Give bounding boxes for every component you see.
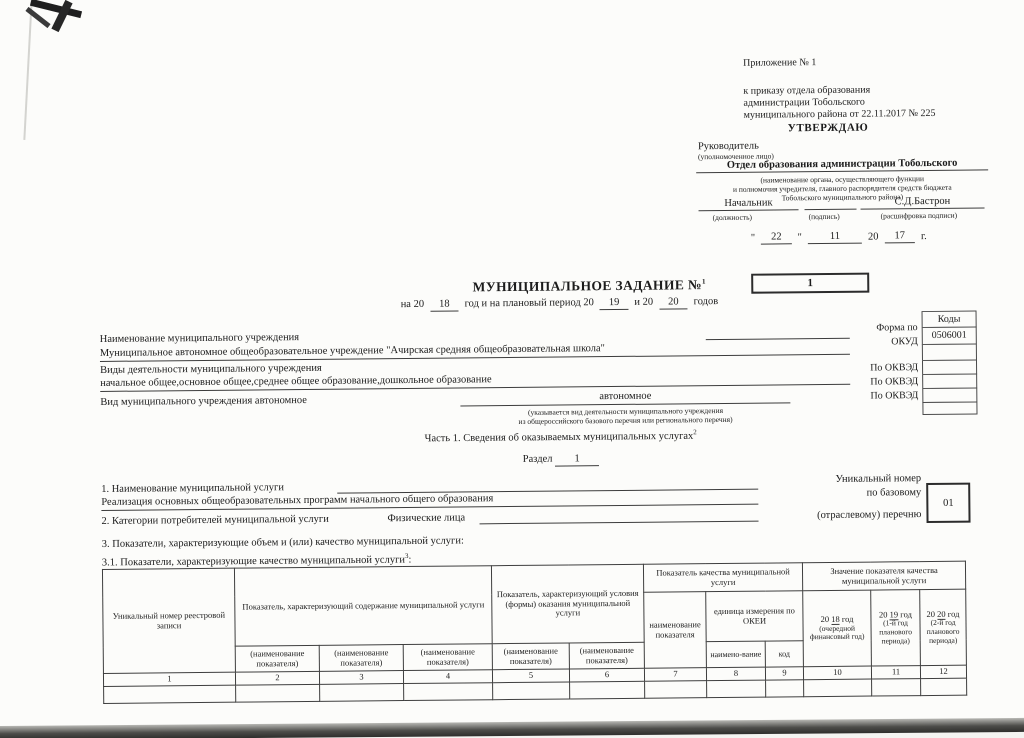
institution-type-note-line: из общероссийского базового перечня или регионального перечня) [518,414,733,426]
date-day: 22 [761,231,792,245]
column-number: 12 [920,665,966,678]
consumers-value: Физические лица [387,512,466,525]
order-reference-line: к приказу отдела образования [743,84,871,97]
content-indicator-header: Показатель, характеризующий содержание муниципальной услуги [234,566,492,646]
column-number: 2 [235,671,319,685]
data-cell [493,682,570,700]
consumers-label: 2. Категории потребителей муниципальной услуги [101,513,329,527]
column-number: 11 [871,666,920,679]
forma-po-label: Форма по [876,322,918,334]
indicator-name-header: наименование показателя [644,592,707,669]
data-cell [104,685,236,703]
okved-label-3: По ОКВЭД [870,390,919,402]
data-cell [766,680,804,697]
empty-code-cell-bottom [922,402,977,416]
activity-label: Виды деятельности муниципального учреждения [99,362,322,376]
part1-heading: Часть 1. Сведения об оказываемых муниципальных услугах$^2$ [424,428,697,445]
unique-number-label-2: по базовому [866,487,922,499]
order-reference-line: муниципального района от 22.11.2017 № 225 [743,107,936,121]
quality-indicators-label: 3.1. Показатели, характеризующие качество муниципальной услуги$^3$: [101,552,412,569]
quality-value-header: Значение показателя качества муниципальной услуги [802,561,965,591]
year2-header: 20 19 год (1-й год планового периода) [871,590,921,666]
data-cell [570,681,645,699]
data-cell [236,684,320,702]
date-year: 17 [884,230,915,244]
data-cell [707,680,766,698]
okud-label: ОКУД [891,336,918,348]
task-number-box: 1 [751,273,869,294]
signature-name: С.Д.Бастрон [860,195,984,209]
institution-type-value: автономное [460,389,790,406]
consumers-value-line [479,510,758,525]
approving-org-note-line: Тобольского муниципального района) [781,192,904,203]
date-quote: " [797,232,802,244]
data-cell [921,678,967,695]
signature-note: (подпись) [808,211,840,222]
order-reference-line: администрации Тобольского [743,96,865,109]
section-number: 1 [555,453,599,467]
activity-value: начальное общее,основное общее,среднее общее образование,дошкольное образование [100,371,850,392]
quality-indicator-header: Показатель качества муниципальной услуги [643,563,802,593]
okved-label-1: По ОКВЭД [870,362,919,374]
year1-header: 20 18 год (очередной финансовый год) [803,590,872,667]
data-cell [645,681,707,699]
quality-indicators-table [102,561,967,704]
column-number: 6 [569,668,644,682]
column-number: 3 [319,671,403,685]
position-value: Начальник [698,197,798,211]
name-note: (расшифровка подписи) [880,210,958,221]
column-number: 4 [403,670,492,684]
data-cell [404,683,493,701]
section-heading: Раздел 1 [201,450,921,470]
title-footnote: 1 [701,277,706,286]
unique-number-label-3: (отраслевому) перечню [816,509,922,522]
approving-org-name: Отдел образования администрации Тобольского [696,157,988,173]
data-cell [804,679,872,697]
content-name-note-3: (наименование показателя) [403,644,492,671]
service-name-value: Реализация основных общеобразовательных программ начального общего образования [101,491,758,511]
unit-name-header: наимено-вание [706,641,765,668]
institution-type-label: Вид муниципального учреждения автономное [100,394,307,408]
empty-code-cell [922,344,977,362]
date-year-prefix: 20 [867,231,879,243]
registry-number-header: Уникальный номер реестровой записи [102,568,235,673]
period-year-3: 20 [659,296,688,310]
content-name-note-1: (наименование показателя) [235,645,319,672]
unit-of-measure-header: единица измерения по ОКЕИ [706,591,803,642]
date-month: 11 [808,231,862,245]
date-suffix: г. [920,231,927,243]
signature-line [804,197,856,210]
data-cell [872,679,921,696]
approving-org-note-line: и полномочия учредителя, главного распорядителя средств бюджета [732,182,952,194]
approval-date [751,230,927,245]
head-label: Руководитель [697,140,759,153]
year3-note: (2-й год планового периода) [926,618,960,645]
service-name-label: 1. Наименование муниципальной услуги [101,482,285,495]
conditions-indicator-header: Показатель, характеризующий условия (формы) оказания муниципальной услуги [491,564,644,643]
order-reference [743,84,935,121]
conditions-name-note-1: (наименование показателя) [492,643,569,670]
column-number: 5 [492,669,569,683]
kody-header-cell: Коды [922,311,977,329]
org-name-label: Наименование муниципального учреждения [99,332,300,345]
head-note: (уполномоченное лицо) [697,151,774,162]
unique-number-label-1: Уникальный номер [835,473,922,485]
document-title: МУНИЦИПАЛЬНОЕ ЗАДАНИЕ №$^1$ [472,277,706,295]
org-name-label-line [706,327,850,340]
year3-header: 20 20 год (2-й год планового периода) [920,589,967,665]
column-number: 9 [765,667,803,680]
institution-type-note-line: (указывается вид деятельности муниципального учреждения [527,405,724,417]
unique-number-box: 01 [926,483,970,523]
okved-label-2: По ОКВЭД [870,376,919,388]
column-number: 10 [803,666,871,680]
column-number: 1 [103,672,235,686]
institution-type-note [460,405,790,426]
content-name-note-2: (наименование показателя) [319,645,403,672]
position-note: (должность) [712,212,753,223]
year1-note: (очередной финансовый год) [809,623,865,642]
approving-org-note-line: (наименование органа, осуществляющего функции [760,174,925,185]
period-year-1: 18 [430,299,459,313]
conditions-name-note-2: (наименование показателя) [569,642,644,669]
approved-label: УТВЕРЖДАЮ [787,121,869,135]
okud-value-cell: 0506001 [922,327,977,346]
period-year-2: 19 [600,297,629,311]
data-cell [320,684,404,702]
unit-code-header: код [765,641,803,667]
org-name-value: Муниципальное автономное общеобразовательное учреждение "Ачирская средняя общеобразовательная школа" [100,341,850,362]
part1-footnote: 2 [693,428,697,437]
column-number: 8 [706,667,765,681]
quality-footnote: 3 [404,552,409,561]
appendix-title: Приложение № 1 [743,57,817,69]
date-quote: " [750,232,756,244]
period-line: на 20 18 год и на плановый период 20 19 и 20 20 годов [279,295,839,314]
year2-note: (1-й год планового периода) [879,618,913,646]
indicators-label: 3. Показатели, характеризующие объем и (или) качество муниципальной услуги: [101,535,464,550]
column-number: 7 [644,668,706,682]
